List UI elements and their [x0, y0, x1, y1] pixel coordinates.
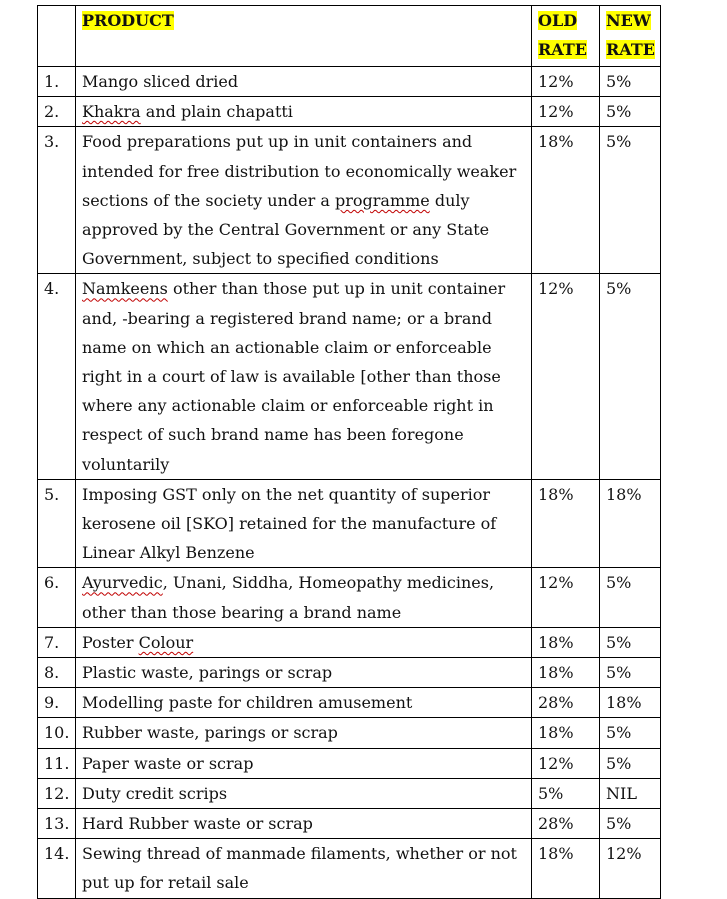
new-rate-cell: 5%: [600, 627, 661, 657]
table-row: [38, 658, 661, 688]
spellcheck-word: Colour: [138, 632, 194, 652]
row-number: 14.: [38, 839, 76, 898]
header-product-cell: [76, 6, 532, 67]
new-rate-cell: 5%: [600, 274, 661, 479]
product-cell: [76, 568, 532, 627]
header-old-rate-label: RATE: [538, 40, 587, 60]
new-rate-cell: 12%: [600, 839, 661, 898]
old-rate-cell: 12%: [532, 97, 600, 127]
old-rate-cell: 12%: [532, 568, 600, 627]
header-new-rate-cell: [600, 6, 661, 67]
product-cell: Mango sliced dried: [76, 67, 532, 97]
row-number: 3.: [38, 127, 76, 274]
new-rate-cell: 5%: [600, 67, 661, 97]
old-rate-cell: 12%: [532, 274, 600, 479]
product-cell: [76, 127, 532, 274]
table-row: [38, 97, 661, 127]
product-text: Food preparations put up in unit containers and intended for free distribution to economically weaker sections of the society under a: [82, 132, 517, 210]
row-number: 4.: [38, 274, 76, 479]
old-rate-cell: 18%: [532, 718, 600, 748]
new-rate-cell: 5%: [600, 97, 661, 127]
product-cell: [76, 627, 532, 657]
new-rate-cell: 5%: [600, 748, 661, 778]
header-num-cell: [38, 6, 76, 67]
product-text: duly approved by the Central Government or any State Government, subject to specified conditions: [82, 190, 490, 269]
table-row: [38, 274, 661, 479]
new-rate-cell: NIL: [600, 778, 661, 808]
row-number: 12.: [38, 778, 76, 808]
table-row: [38, 127, 661, 274]
row-number: 5.: [38, 479, 76, 568]
spellcheck-word: Namkeens: [82, 279, 168, 299]
old-rate-cell: 28%: [532, 688, 600, 718]
product-cell: Imposing GST only on the net quantity of superior kerosene oil [SKO] retained for the manufacture of Linear Alkyl Benzene: [76, 479, 532, 568]
product-text: and plain chapatti: [140, 102, 293, 122]
gst-rate-table: [37, 5, 661, 899]
product-cell: Sewing thread of manmade filaments, whether or not put up for retail sale: [76, 839, 532, 898]
spellcheck-word: Khakra: [82, 102, 141, 122]
product-cell: Modelling paste for children amusement: [76, 688, 532, 718]
row-number: 6.: [38, 568, 76, 627]
old-rate-cell: 18%: [532, 839, 600, 898]
old-rate-cell: 5%: [532, 778, 600, 808]
product-cell: Paper waste or scrap: [76, 748, 532, 778]
spellcheck-word: Ayurvedic: [82, 573, 163, 593]
header-row: [38, 6, 661, 67]
row-number: 7.: [38, 627, 76, 657]
old-rate-cell: 12%: [532, 67, 600, 97]
product-text: , Unani, Siddha, Homeopathy medicines, other than those bearing a brand name: [82, 573, 495, 622]
table-row: [38, 568, 661, 627]
table-row: [38, 809, 661, 839]
header-old-label: OLD: [538, 11, 578, 30]
new-rate-cell: 5%: [600, 718, 661, 748]
old-rate-cell: 18%: [532, 479, 600, 568]
product-cell: Rubber waste, parings or scrap: [76, 718, 532, 748]
row-number: 1.: [38, 67, 76, 97]
table-row: [38, 778, 661, 808]
table-row: [38, 748, 661, 778]
row-number: 11.: [38, 748, 76, 778]
table-row: [38, 718, 661, 748]
product-cell: Plastic waste, parings or scrap: [76, 658, 532, 688]
product-cell: [76, 274, 532, 479]
header-old-rate-cell: [532, 6, 600, 67]
old-rate-cell: 18%: [532, 658, 600, 688]
table-row: [38, 479, 661, 568]
row-number: 13.: [38, 809, 76, 839]
new-rate-cell: 5%: [600, 127, 661, 274]
header-product-label: PRODUCT: [82, 11, 174, 30]
product-cell: Duty credit scrips: [76, 778, 532, 808]
header-new-label: NEW: [606, 11, 651, 30]
new-rate-cell: 5%: [600, 809, 661, 839]
new-rate-cell: 5%: [600, 568, 661, 627]
table-row: [38, 67, 661, 97]
spellcheck-word: programme: [334, 190, 430, 210]
old-rate-cell: 18%: [532, 127, 600, 274]
new-rate-cell: 5%: [600, 658, 661, 688]
new-rate-cell: 18%: [600, 479, 661, 568]
old-rate-cell: 28%: [532, 809, 600, 839]
product-text: other than those put up in unit container and, -bearing a registered brand name; or a brand name on which an actionable claim or enforceable right in a court of law is available [other than those where any actionable claim or enforceable right in respect of such brand name has been foregone voluntarily: [82, 279, 506, 474]
old-rate-cell: 12%: [532, 748, 600, 778]
product-cell: [76, 97, 532, 127]
row-number: 9.: [38, 688, 76, 718]
table-row: [38, 688, 661, 718]
product-cell: Hard Rubber waste or scrap: [76, 809, 532, 839]
header-new-rate-label: RATE: [606, 40, 655, 60]
row-number: 2.: [38, 97, 76, 127]
row-number: 10.: [38, 718, 76, 748]
table-row: [38, 839, 661, 898]
product-text: Poster: [82, 632, 139, 652]
table-row: [38, 627, 661, 657]
old-rate-cell: 18%: [532, 627, 600, 657]
new-rate-cell: 18%: [600, 688, 661, 718]
row-number: 8.: [38, 658, 76, 688]
